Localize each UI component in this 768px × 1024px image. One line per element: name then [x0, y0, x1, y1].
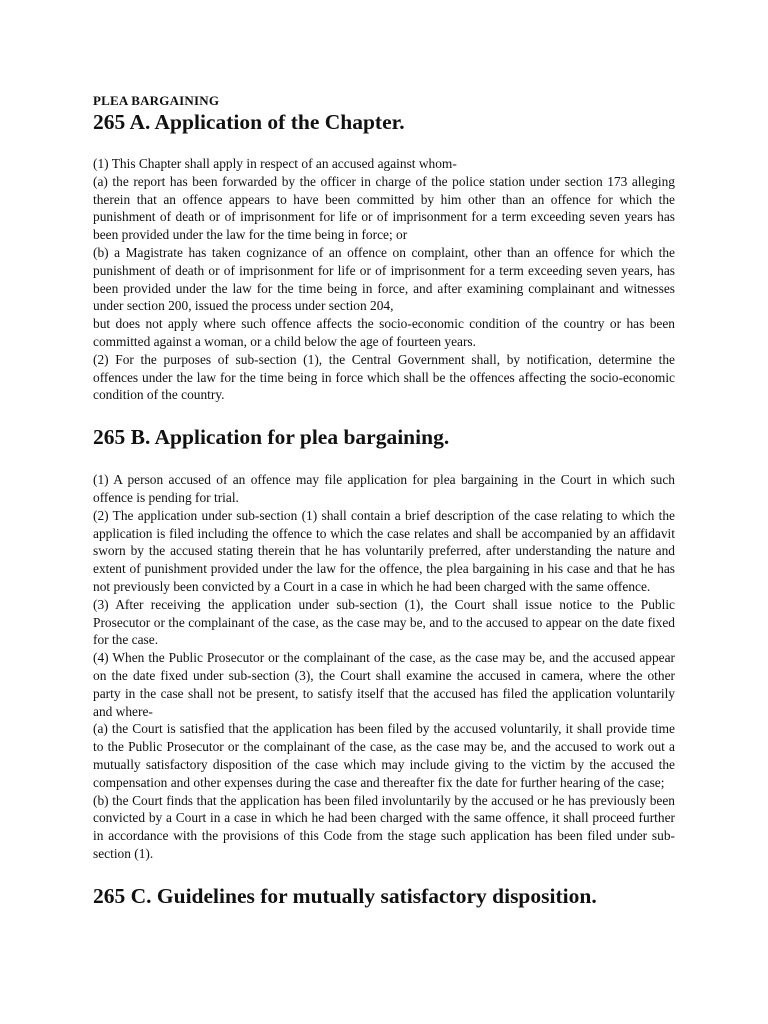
section-265b-paragraph: (2) The application under sub-section (1) shall contain a brief description of the case relating to which the application is filed including the offence to which the case relates and shall be accompanied by an affidavit sworn by the accused stating therein that he has voluntarily preferred, after understanding the nature and extent of punishment provided under the law for the offence, the plea bargaining in his case and that he has not previously been convicted by a Court in a case in which he had been charged with the same offence. — [93, 507, 675, 594]
document-page — [93, 93, 675, 909]
section-265a-paragraph: but does not apply where such offence affects the socio-economic condition of the country or has been committed against a woman, or a child below the age of fourteen years. — [93, 316, 675, 349]
chapter-label: PLEA BARGAINING — [93, 93, 220, 108]
section-265a-paragraph: (2) For the purposes of sub-section (1), the Central Government shall, by notification, determine the offences under the law for the time being in force which shall be the offences affecting the socio-economic condition of the country. — [93, 351, 675, 403]
section-265b-paragraph: (1) A person accused of an offence may file application for plea bargaining in the Court in which such offence is pending for trial. — [93, 472, 675, 505]
section-265b-paragraph: (a) the Court is satisfied that the application has been filed by the accused voluntarily, it shall provide time to the Public Prosecutor or the complainant of the case, as the case may be, and the accused to work out a mutually satisfactory disposition of the case which may include giving to the victim by the accused the compensation and other expenses during the case and thereafter fix the date for further hearing of the case; — [93, 721, 675, 790]
section-265b-paragraph: (4) When the Public Prosecutor or the complainant of the case, as the case may be, and the accused appear on the date fixed under sub-section (3), the Court shall examine the accused in camera, where the other party in the case shall not be present, to satisfy itself that the accused has filed the application voluntarily and where- — [93, 650, 675, 719]
section-265b-paragraph: (3) After receiving the application under sub-section (1), the Court shall issue notice to the Public Prosecutor or the complainant of the case, as the case may be, and to the accused to appear on the date fixed for the case. — [93, 596, 675, 648]
section-265b-paragraph: (b) the Court finds that the application has been filed involuntarily by the accused or he has previously been convicted by a Court in a case in which he had been charged with the same offence, it shall proceed further in accordance with the provisions of this Code from the stage such application has been filed under sub-section (1). — [93, 792, 675, 861]
section-265a-paragraph: (1) This Chapter shall apply in respect of an accused against whom- — [93, 156, 457, 171]
section-265a-body — [93, 155, 675, 404]
section-265a-paragraph: (a) the report has been forwarded by the officer in charge of the police station under section 173 alleging therein that an offence appears to have been committed by him other than an offence for which the punishment of death or of imprisonment for life or of imprisonment for a term exceeding seven years has been provided under the law for the time being in force; or — [93, 173, 675, 243]
section-265b-heading: 265 B. Application for plea bargaining. — [93, 425, 450, 450]
section-265b-body — [93, 471, 675, 863]
section-265a-heading: 265 A. Application of the Chapter. — [93, 110, 405, 134]
section-265a-paragraph: (b) a Magistrate has taken cognizance of an offence on complaint, other than an offence for which the punishment of death or of imprisonment for life or of imprisonment for a term exceeding seven years, has been provided under the law for the time being in force, and after examining complainant and witnesses under section 200, issued the process under section 204, — [93, 244, 675, 314]
section-265c-heading: 265 C. Guidelines for mutually satisfactory disposition. — [93, 883, 597, 908]
